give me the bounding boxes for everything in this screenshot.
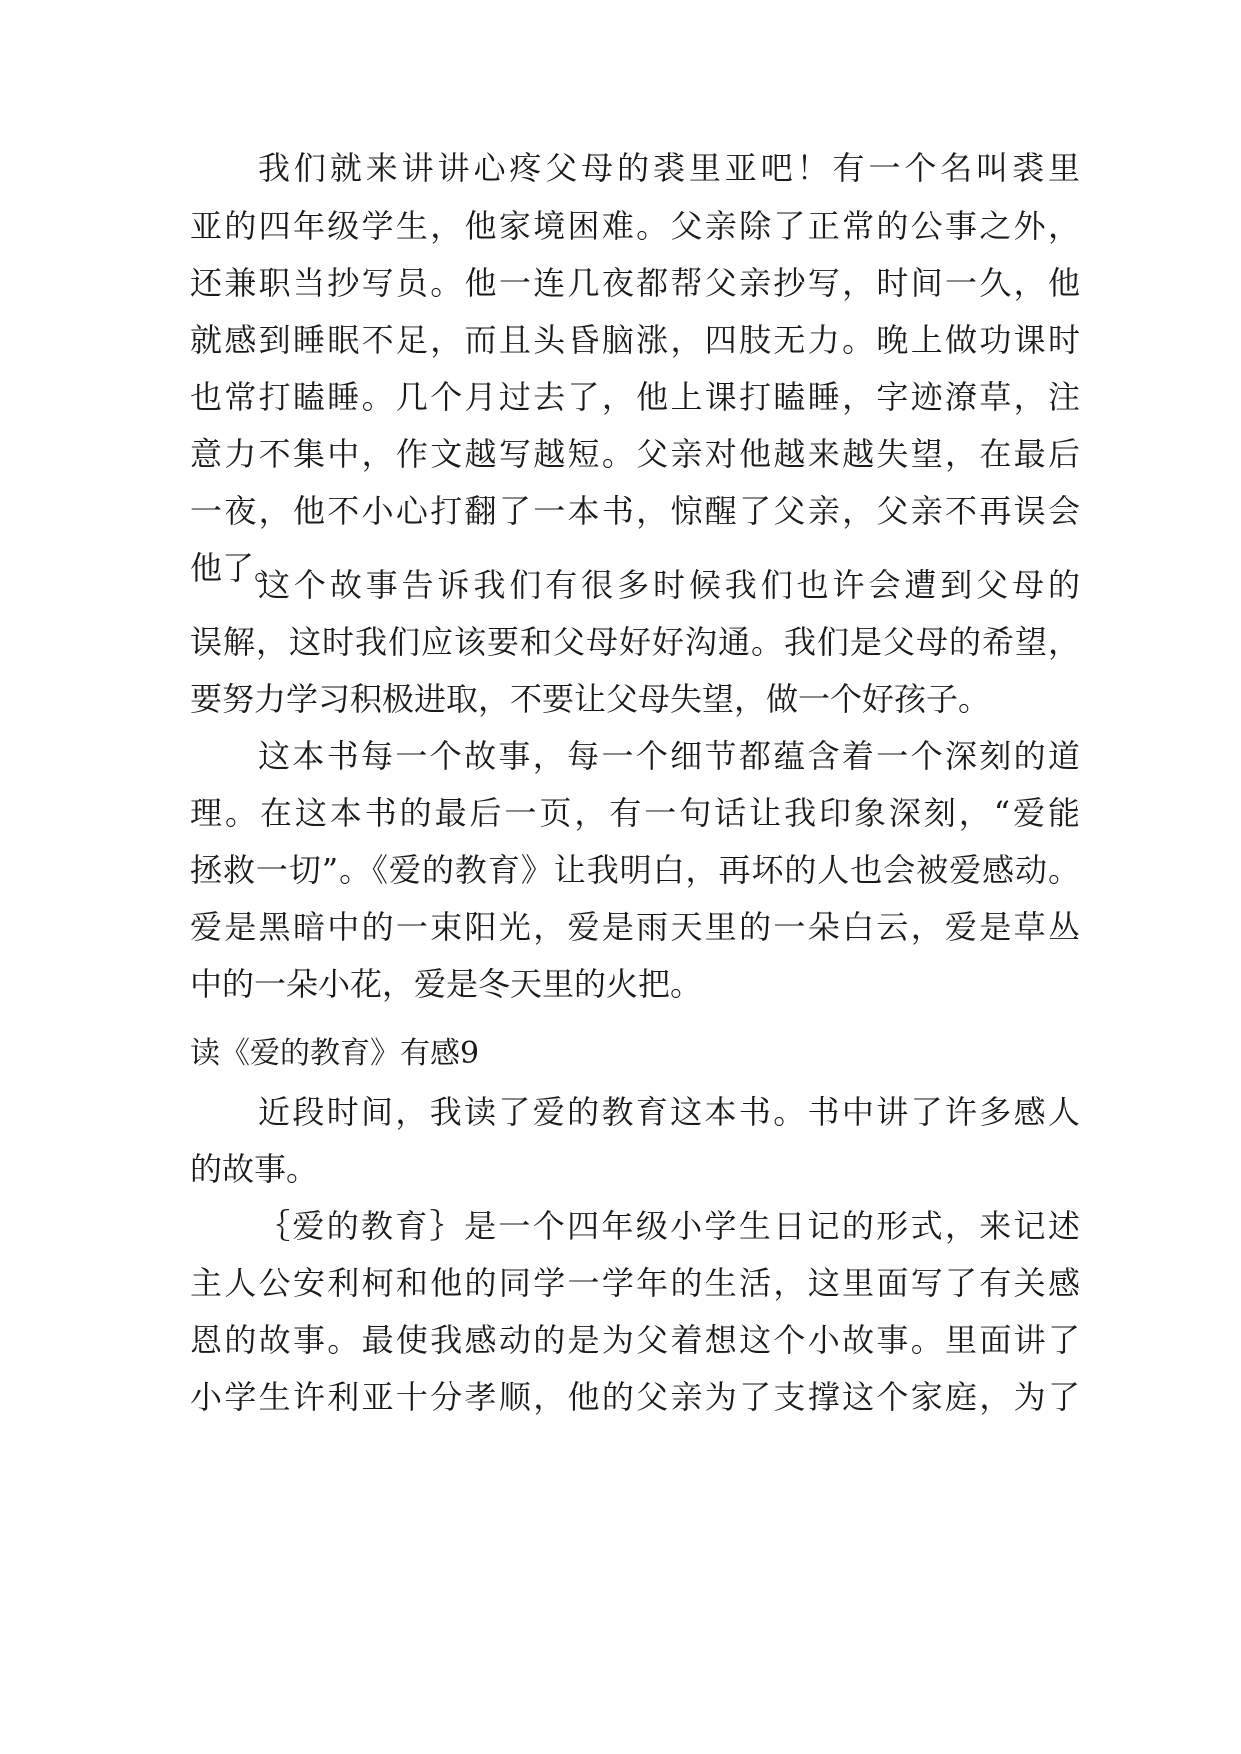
paragraph-line: 他了。: [190, 549, 287, 587]
paragraph-line: 爱是黑暗中的一束阳光，爱是雨天里的一朵白云，爱是草丛: [190, 908, 1080, 946]
paragraph-line: 理。在这本书的最后一页，有一句话让我印象深刻，“爱能: [190, 794, 1080, 832]
paragraph-line: 一夜，他不小心打翻了一本书，惊醒了父亲，父亲不再误会: [190, 492, 1080, 530]
paragraph-line: 小学生许利亚十分孝顺，他的父亲为了支撑这个家庭，为了: [190, 1378, 1080, 1416]
paragraph-line: 拯救一切”。《爱的教育》让我明白，再坏的人也会被爱感动。: [190, 851, 1080, 889]
paragraph-line: 要努力学习积极进取，不要让父母失望，做一个好孩子。: [190, 680, 991, 718]
paragraph-line: 也常打瞌睡。几个月过去了，他上课打瞌睡，字迹潦草，注: [190, 378, 1080, 416]
paragraph-line: 我们就来讲讲心疼父母的裘里亚吧！有一个名叫裘里: [258, 149, 1080, 187]
paragraph-line: 误解，这时我们应该要和父母好好沟通。我们是父母的希望，: [190, 623, 1080, 661]
paragraph-line: 这个故事告诉我们有很多时候我们也许会遭到父母的: [258, 566, 1080, 604]
paragraph-line: 主人公安利柯和他的同学一学年的生活，这里面写了有关感: [190, 1264, 1080, 1302]
paragraph-line: 恩的故事。最使我感动的是为父着想这个小故事。里面讲了: [190, 1321, 1080, 1359]
paragraph-line: 这本书每一个故事，每一个细节都蕴含着一个深刻的道: [258, 737, 1080, 775]
heading-text: 读《爱的教育》有感9: [190, 1036, 480, 1071]
paragraph-line: 中的一朵小花，爱是冬天里的火把。: [190, 965, 703, 1003]
paragraph-line: 就感到睡眠不足，而且头昏脑涨，四肢无力。晚上做功课时: [190, 321, 1080, 359]
paragraph-line: 亚的四年级学生，他家境困难。父亲除了正常的公事之外，: [190, 207, 1080, 245]
paragraph-line: 还兼职当抄写员。他一连几夜都帮父亲抄写，时间一久，他: [190, 264, 1080, 302]
paragraph-line: ｛爱的教育｝是一个四年级小学生日记的形式，来记述: [258, 1207, 1080, 1245]
paragraph-line: 的故事。: [190, 1150, 319, 1188]
paragraph-line: 近段时间，我读了爱的教育这本书。书中讲了许多感人: [258, 1093, 1080, 1131]
paragraph-line: 意力不集中，作文越写越短。父亲对他越来越失望，在最后: [190, 435, 1080, 473]
